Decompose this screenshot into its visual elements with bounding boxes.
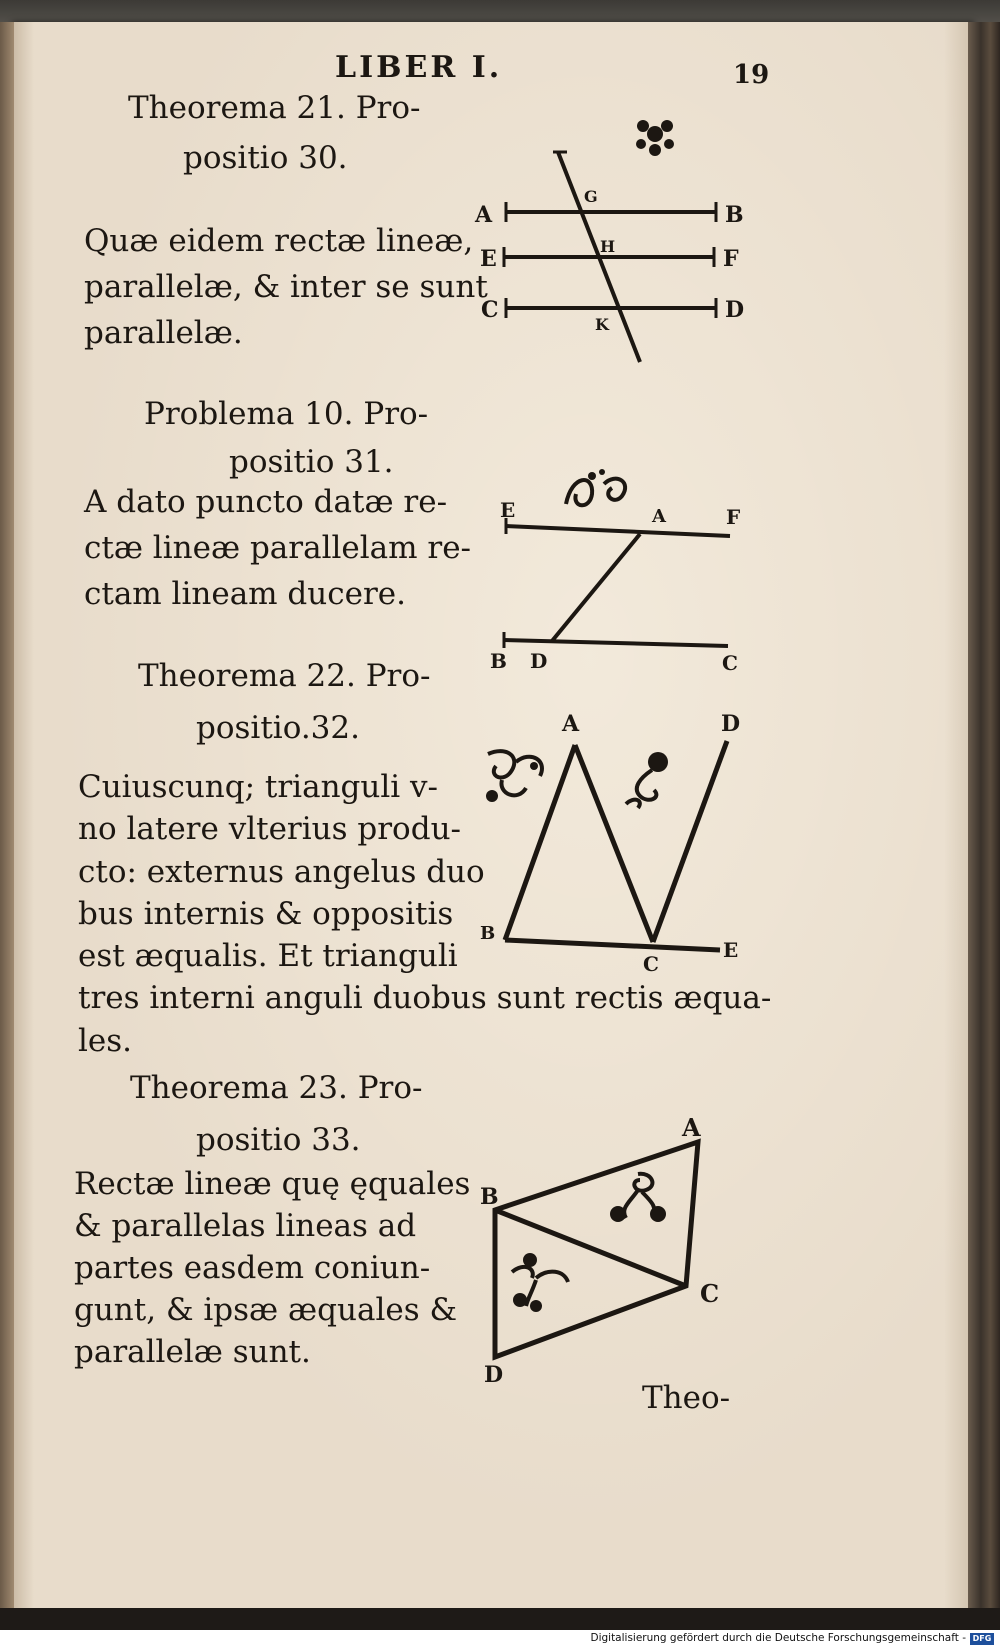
figure-label: B — [490, 649, 507, 673]
figure-label: B — [725, 202, 744, 228]
body-line: parallelæ, & inter se sunt — [84, 269, 488, 305]
body-line: & parallelas lineas ad — [74, 1208, 417, 1244]
figure-label: C — [481, 297, 499, 323]
figure-label: F — [723, 246, 739, 272]
footer-credit: Digitalisierung gefördert durch die Deutsche Forschungsgemeinschaft - — [590, 1632, 966, 1644]
body-line: A dato puncto datæ re- — [84, 484, 448, 520]
body-line: ctam lineam ducere. — [84, 576, 406, 612]
figure-label: D — [721, 711, 741, 737]
section-heading: Theorema 22. Pro- — [138, 658, 431, 694]
body-line: cto: externus angelus duo — [78, 854, 485, 890]
body-line: est æqualis. Et trianguli — [78, 938, 458, 974]
figure-label: B — [480, 923, 496, 944]
body-line: parallelæ sunt. — [74, 1334, 311, 1370]
body-line: Cuiuscunq; trianguli v- — [78, 769, 439, 805]
figure-parallelogram — [480, 1112, 760, 1388]
figure-parallel-construction — [490, 500, 760, 680]
page-fore-edge — [968, 22, 1000, 1608]
figure-parallel-lines — [475, 130, 755, 370]
fleuron-ornament — [482, 740, 552, 806]
figure-label: E — [480, 246, 497, 272]
fleuron-ornament — [602, 1168, 674, 1226]
figure-label: H — [600, 237, 616, 256]
figure-label: A — [475, 202, 493, 228]
body-line: tres interni anguli duobus sunt rectis æqua- — [78, 980, 772, 1016]
body-line: les. — [78, 1023, 133, 1059]
figure-label: C — [700, 1279, 720, 1308]
figure-label: K — [595, 315, 609, 334]
body-line: Quæ eidem rectæ lineæ, — [84, 223, 474, 259]
section-heading: Problema 10. Pro- — [144, 396, 429, 432]
figure-label: D — [484, 1362, 504, 1388]
section-heading: Theorema 23. Pro- — [130, 1070, 423, 1106]
scan-bottom-band — [0, 1608, 1000, 1630]
figure-label: E — [500, 498, 516, 522]
figure-label: E — [723, 938, 739, 962]
figure-label: C — [722, 651, 738, 675]
section-heading: Theorema 21. Pro- — [128, 90, 421, 126]
figure-label: A — [562, 711, 580, 737]
section-heading: positio 30. — [183, 140, 348, 176]
figure-label: F — [726, 505, 741, 529]
section-heading: positio 31. — [229, 444, 394, 480]
section-heading: positio.32. — [196, 710, 360, 746]
fleuron-ornament — [558, 464, 638, 520]
body-line: ctæ lineæ parallelam re- — [84, 530, 472, 566]
figure-label: A — [682, 1113, 701, 1142]
page-number: 19 — [733, 60, 770, 90]
body-line: no latere vlterius produ- — [78, 811, 462, 847]
figure-label: A — [652, 506, 666, 527]
body-line: Rectæ lineæ quę ęquales — [74, 1166, 471, 1202]
binding-edge — [0, 22, 14, 1608]
figure-label: G — [584, 187, 598, 206]
body-line: parallelæ. — [84, 315, 243, 351]
fleuron-ornament — [506, 1248, 578, 1314]
dfg-logo: DFG — [970, 1633, 994, 1645]
figure-label: B — [480, 1184, 499, 1210]
fleuron-ornament — [618, 748, 678, 810]
body-line: gunt, & ipsæ æquales & — [74, 1292, 458, 1328]
body-line: partes easdem coniun- — [74, 1250, 431, 1286]
figure-label: D — [530, 649, 548, 673]
figure-label: D — [725, 297, 745, 323]
catchword: Theo- — [642, 1380, 731, 1416]
fleuron-ornament — [625, 112, 685, 162]
section-heading: positio 33. — [196, 1122, 361, 1158]
body-line: bus internis & oppositis — [78, 896, 454, 932]
running-head: LIBER I. — [335, 50, 503, 85]
figure-label: C — [643, 952, 659, 976]
